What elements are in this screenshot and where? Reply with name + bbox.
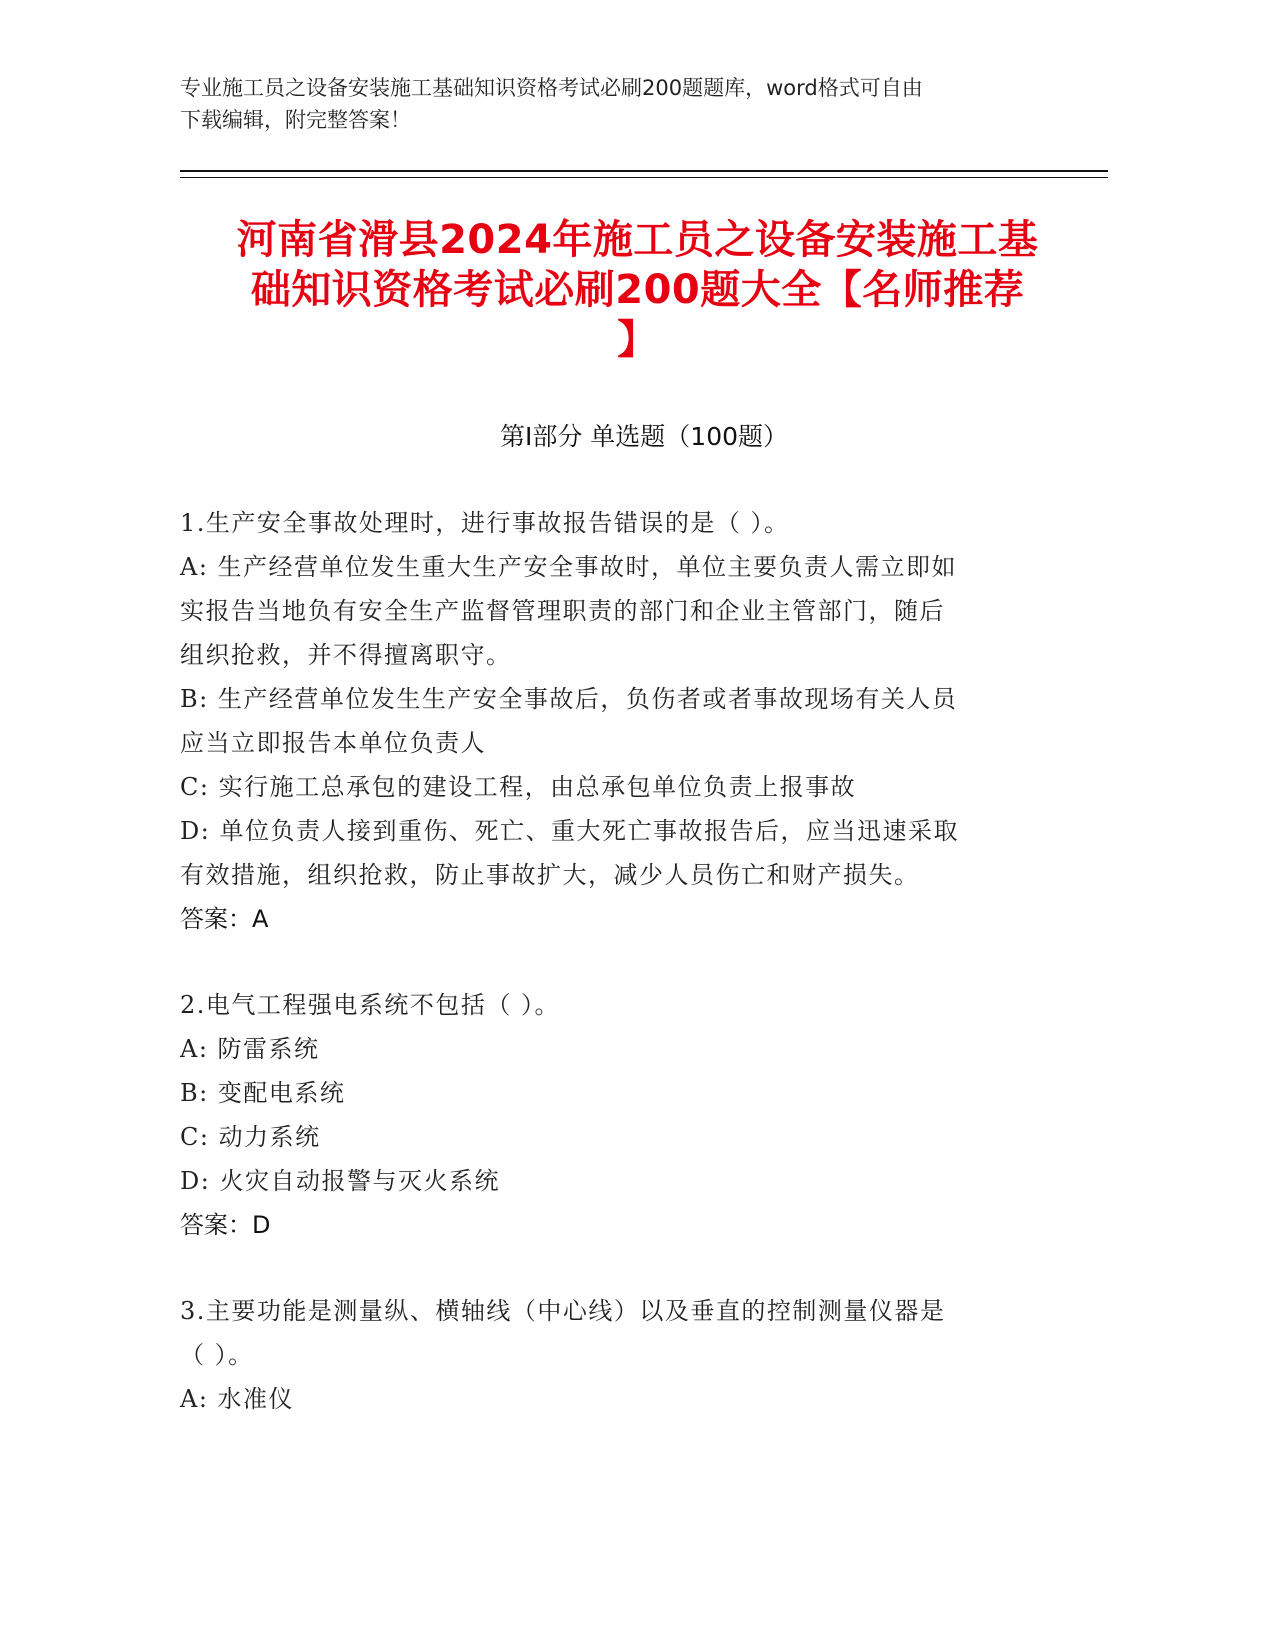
option-line: A: 生产经营单位发生重大生产安全事故时，单位主要负责人需立即如 (180, 553, 958, 581)
option-line: D: 单位负责人接到重伤、死亡、重大死亡事故报告后，应当迅速采取 (180, 817, 959, 845)
title-line: 础知识资格考试必刷200题大全【名师推荐 (250, 267, 1025, 313)
option-line: C: 实行施工总承包的建设工程，由总承包单位负责上报事故 (180, 773, 857, 801)
option-line: 有效措施，组织抢救，防止事故扩大，减少人员伤亡和财产损失。 (180, 861, 920, 889)
option-line: A: 防雷系统 (180, 1035, 320, 1063)
question-stem: 1.生产安全事故处理时，进行事故报告错误的是（ ）。 (180, 509, 790, 537)
option-line: D: 火灾自动报警与灭火系统 (180, 1167, 500, 1195)
option-line: 应当立即报告本单位负责人 (180, 729, 486, 757)
option-line: A: 水准仪 (180, 1385, 295, 1413)
question-stem: 2.电气工程强电系统不包括（ ）。 (180, 991, 561, 1019)
option-line: （ ）。 (180, 1341, 254, 1369)
question-stem: 3.主要功能是测量纵、横轴线（中心线）以及垂直的控制测量仪器是 (180, 1297, 946, 1325)
answer-line: 答案：A (180, 905, 269, 933)
header-note (180, 72, 1060, 136)
option-line: 实报告当地负有安全生产监督管理职责的部门和企业主管部门，随后 (180, 597, 945, 625)
header-divider-thin (180, 177, 1108, 178)
title-line: 河南省滑县2024年施工员之设备安装施工基 (236, 217, 1039, 263)
document-title (160, 215, 1115, 365)
option-line: C: 动力系统 (180, 1123, 321, 1151)
option-line: 组织抢救，并不得擅离职守。 (180, 641, 512, 669)
header-note-line: 专业施工员之设备安装施工基础知识资格考试必刷200题题库，word格式可自由 (180, 76, 923, 100)
title-line: 】 (617, 317, 658, 363)
option-line: B: 生产经营单位发生生产安全事故后，负伤者或者事故现场有关人员 (180, 685, 958, 713)
option-line: B: 变配电系统 (180, 1079, 346, 1107)
section-title: 第I部分 单选题（100题） (499, 422, 789, 451)
answer-line: 答案：D (180, 1211, 271, 1239)
header-divider-thick (180, 170, 1108, 172)
header-note-line: 下载编辑，附完整答案！ (180, 108, 411, 132)
